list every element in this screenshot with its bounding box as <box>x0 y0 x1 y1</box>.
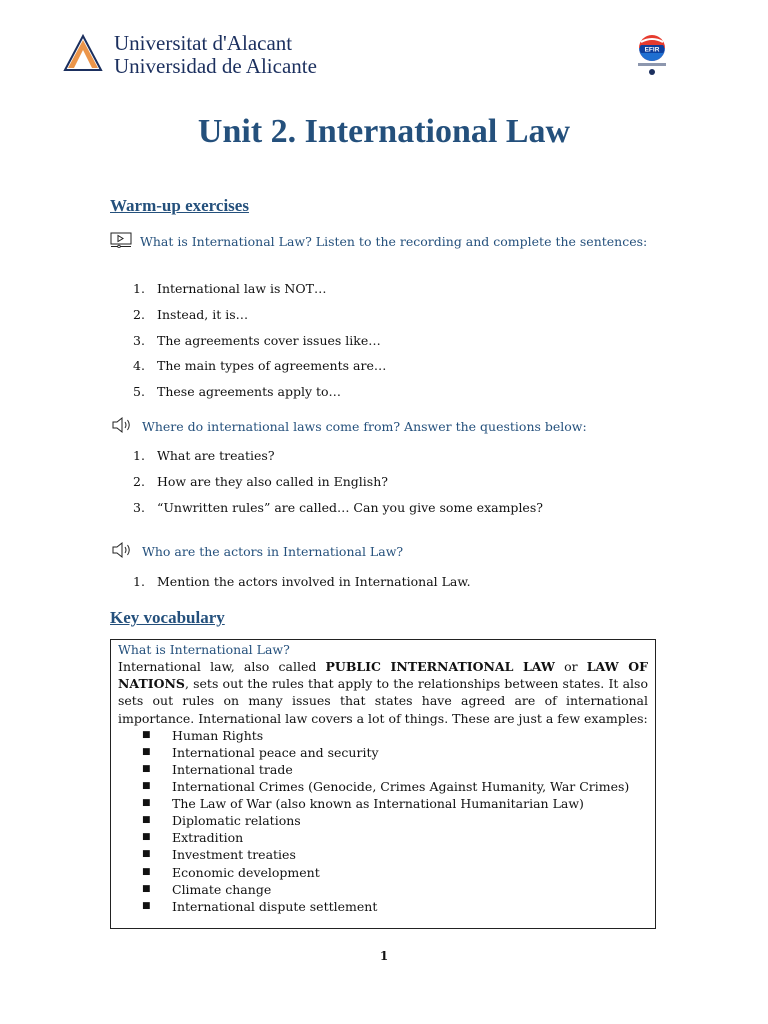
term-law-of-nations: LAW OF NATIONS <box>118 659 648 692</box>
list-item <box>118 898 648 915</box>
vocabulary-box-title: What is International Law? <box>118 642 290 657</box>
bullet-icon: ■ <box>142 866 151 877</box>
list-item-text: Human Rights <box>172 727 264 743</box>
vocabulary-box <box>110 639 656 929</box>
list-item: 5. These agreements apply to… <box>133 382 386 408</box>
question-1-text: What is International Law? Listen to the recording and complete the sentences: <box>140 234 648 249</box>
university-logo-icon <box>62 32 104 72</box>
question-3-text: Who are the actors in International Law? <box>142 544 404 559</box>
list-item: 3. The agreements cover issues like… <box>133 331 386 357</box>
bullet-icon: ■ <box>142 815 151 826</box>
page-number: 1 <box>379 949 389 963</box>
question-2 <box>110 416 658 439</box>
list-item-text: International trade <box>172 762 293 777</box>
list-item-text: Climate change <box>172 881 272 897</box>
list-item: 3. “Unwritten rules” are called… Can you give some examples? <box>133 498 543 524</box>
list-item-text: The main types of agreements are… <box>157 358 387 374</box>
video-icon[interactable] <box>110 232 132 253</box>
question-3 <box>110 541 658 564</box>
bullet-icon: ■ <box>142 764 151 774</box>
bullet-icon: ■ <box>142 729 151 740</box>
list-item <box>118 727 648 744</box>
list-item: 1. What are treaties? <box>133 446 543 472</box>
list-item <box>118 812 648 829</box>
list-item-text: The Law of War (also known as International Humanitarian Law) <box>172 796 584 812</box>
speaker-icon[interactable] <box>110 416 134 439</box>
list-item-text: Instead, it is… <box>157 306 249 322</box>
list-item-text: Investment treaties <box>172 847 296 863</box>
efir-logo-icon <box>628 30 676 78</box>
list-item: 1. Mention the actors involved in International Law. <box>133 572 471 598</box>
bullet-icon: ■ <box>142 883 151 894</box>
bullet-icon: ■ <box>142 781 151 792</box>
question-2-list <box>133 446 543 523</box>
page-title: Unit 2. International Law <box>197 113 571 150</box>
vocabulary-heading: Key vocabulary <box>110 608 225 627</box>
list-item: 4. The main types of agreements are… <box>133 356 386 382</box>
speaker-icon[interactable] <box>110 541 134 564</box>
list-item-text: These agreements apply to… <box>157 384 342 400</box>
bullet-icon: ■ <box>142 832 151 843</box>
list-item-text: Extradition <box>172 830 244 846</box>
list-item <box>118 881 648 898</box>
list-item: 2. How are they also called in English? <box>133 472 543 498</box>
list-item <box>118 744 648 761</box>
question-2-text: Where do international laws come from? Answer the questions below: <box>142 419 587 434</box>
bullet-icon: ■ <box>142 746 151 757</box>
bullet-icon: ■ <box>142 900 151 911</box>
list-item <box>118 846 648 863</box>
list-item-text: Economic development <box>172 864 320 880</box>
definition-text: or <box>554 659 587 674</box>
question-3-list <box>133 572 471 598</box>
list-item-text: International dispute settlement <box>172 898 378 914</box>
efir-logo-text: EFIR <box>644 46 660 54</box>
definition-text: , sets out the rules that apply to the relationships between states. It also sets out rules on many issues that states have agreed are of international importance. International law covers a lot of things. These are just a few examples: <box>118 676 648 726</box>
list-item-text: Diplomatic relations <box>172 813 301 829</box>
list-item-text: What are treaties? <box>157 448 275 463</box>
list-item <box>118 795 648 812</box>
question-1 <box>110 232 658 253</box>
list-item-text: How are they also called in English? <box>157 473 388 489</box>
bullet-icon: ■ <box>142 849 151 860</box>
list-item-text: The agreements cover issues like… <box>157 332 381 348</box>
list-item: 1. International law is NOT… <box>133 279 386 305</box>
list-item-text: Mention the actors involved in International Law. <box>157 574 471 589</box>
question-1-list <box>133 279 386 408</box>
page-header <box>62 30 676 80</box>
university-name <box>114 32 317 78</box>
term-public-international-law: PUBLIC INTERNATIONAL LAW <box>325 659 555 674</box>
list-item <box>118 761 648 778</box>
list-item-text: International law is NOT… <box>157 281 327 296</box>
list-item <box>118 829 648 846</box>
warmup-heading: Warm-up exercises <box>110 196 249 215</box>
list-item-text: International peace and security <box>172 744 379 760</box>
vocabulary-definition <box>118 658 648 727</box>
university-name-line2: Universidad de Alicante <box>114 54 317 78</box>
university-name-line1: Universitat d'Alacant <box>114 31 293 55</box>
definition-text: International law, also called <box>118 659 326 674</box>
list-item <box>118 864 648 881</box>
bullet-icon: ■ <box>142 798 151 809</box>
list-item-text: “Unwritten rules” are called… Can you give some examples? <box>157 499 543 515</box>
examples-list <box>118 727 648 915</box>
list-item <box>118 778 648 795</box>
list-item: 2. Instead, it is… <box>133 305 386 331</box>
list-item-text: International Crimes (Genocide, Crimes Against Humanity, War Crimes) <box>172 779 630 795</box>
